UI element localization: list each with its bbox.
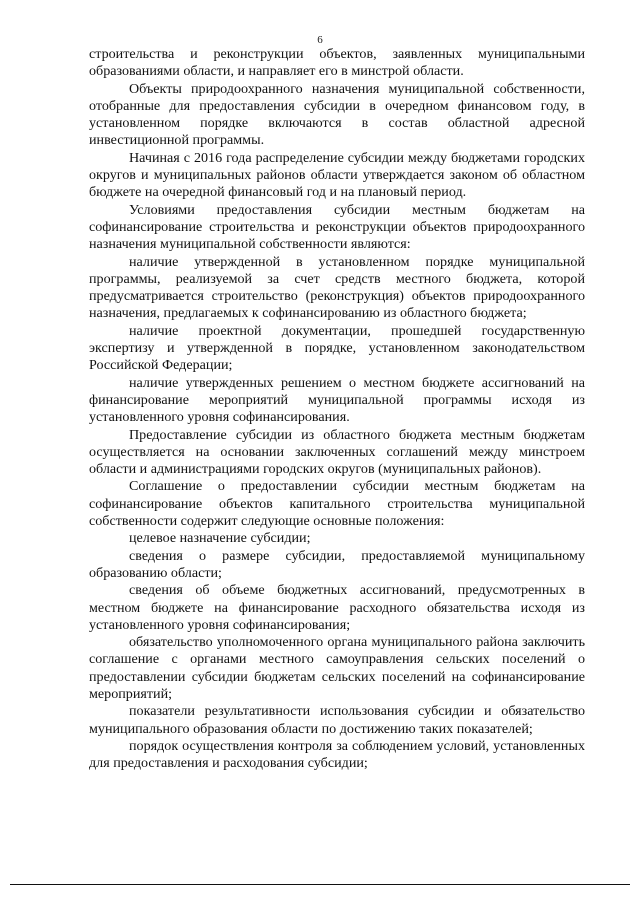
paragraph-distribution-2016: Начиная с 2016 года распределение субсидии между бюджетами городских округов и муниципальных районов области утверждается законом об областном бюджете на очередной финансовый год и на плановый период. xyxy=(89,149,585,201)
paragraph-conditions-heading: Условиями предоставления субсидии местным бюджетам на софинансирование строительства и реконструкции объектов природоохранного назначения муниципальной собственности являются: xyxy=(89,201,585,253)
page-number: 6 xyxy=(317,34,323,46)
paragraph-provision-control: порядок осуществления контроля за соблюдением условий, установленных для предоставления и расходования субсидии; xyxy=(89,737,585,772)
paragraph-objects-inclusion: Объекты природоохранного назначения муниципальной собственности, отобранные для предоставления субсидии в очередном финансовом году, в установленном порядке включаются в состав областной адресной инвестиционной программы. xyxy=(89,80,585,149)
paragraph-agreement-provisions: Соглашение о предоставлении субсидии местным бюджетам на софинансирование объектов капитального строительства муниципальной собственности содержит следующие основные положения: xyxy=(89,478,585,530)
document-body xyxy=(89,46,585,772)
paragraph-agreements-basis: Предоставление субсидии из областного бюджета местным бюджетам осуществляется на основании заключенных соглашений между минстроем области и администрациями городских округов (муниципальных районов). xyxy=(89,426,585,478)
paragraph-continuation: строительства и реконструкции объектов, заявленных муниципальными образованиями области, и направляет его в минстрой области. xyxy=(89,46,585,80)
bottom-rule xyxy=(10,884,630,885)
paragraph-provision-indicators: показатели результативности использования субсидии и обязательство муниципального образования области по достижению таких показателей; xyxy=(89,703,585,737)
paragraph-condition-documentation: наличие проектной документации, прошедшей государственную экспертизу и утвержденной в порядке, установленном законодательством Российской Федерации; xyxy=(89,322,585,374)
paragraph-condition-program: наличие утвержденной в установленном порядке муниципальной программы, реализуемой за счет средств местного бюджета, которой предусматривается строительство (реконструкция) объектов природоохранного назначения, предлагаемых к софинансированию из областного бюджета; xyxy=(89,253,585,322)
paragraph-provision-budget: сведения об объеме бюджетных ассигнований, предусмотренных в местном бюджете на финансирование расходного обязательства исходя из установленного уровня софинансирования; xyxy=(89,582,585,633)
paragraph-condition-assignments: наличие утвержденных решением о местном бюджете ассигнований на финансирование мероприятий муниципальной программы исходя из установленного уровня софинансирования. xyxy=(89,374,585,426)
paragraph-provision-amount: сведения о размере субсидии, предоставляемой муниципальному образованию области; xyxy=(89,547,585,581)
paragraph-provision-rural-agreement: обязательство уполномоченного органа муниципального района заключить соглашение с органами местного самоуправления сельских поселений о предоставлении субсидии бюджетам сельских поселений на софинансирование мероприятий; xyxy=(89,634,585,702)
paragraph-provision-purpose: целевое назначение субсидии; xyxy=(129,530,311,547)
